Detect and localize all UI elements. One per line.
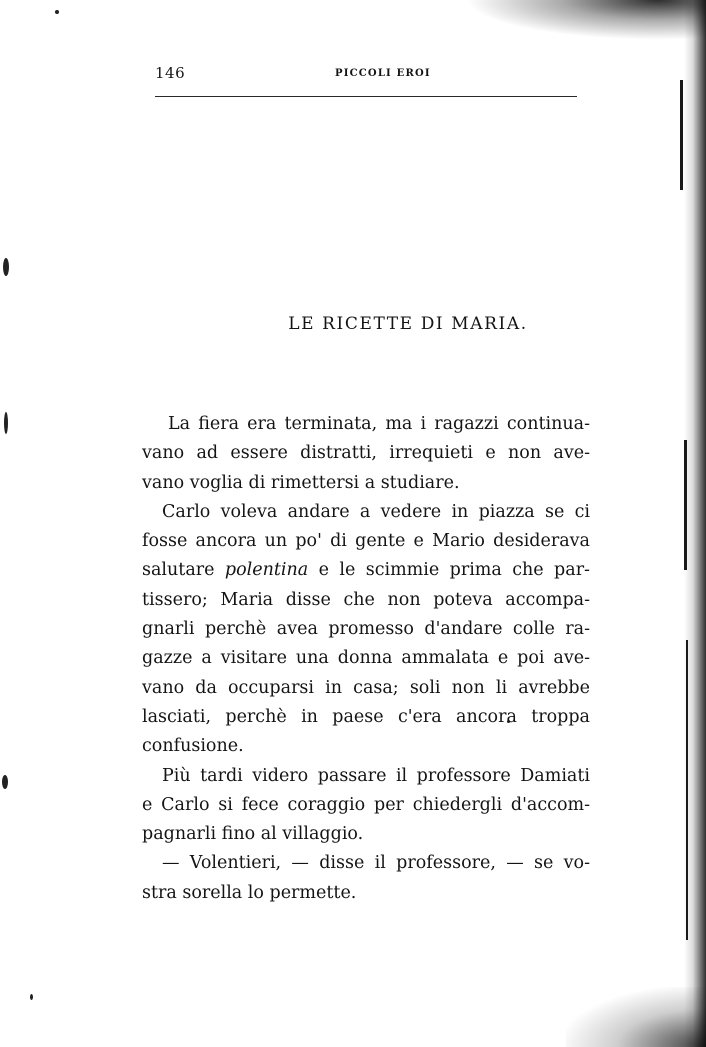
text-line: — Volentieri, — disse il professore, — se vo-	[162, 853, 590, 874]
text-line	[142, 556, 590, 585]
header-rule	[155, 96, 577, 97]
text-line: fosse ancora un po' di gente e Mario desiderava	[142, 531, 590, 552]
text-line: vano da occuparsi in casa; soli non li avrebbe	[142, 677, 590, 698]
page-number: 146	[155, 64, 186, 82]
scan-speck	[2, 775, 8, 789]
text-line: gazze a visitare una donna ammalata e poi ave-	[142, 648, 590, 669]
italic-name: polentina	[224, 560, 309, 581]
text-line: stra sorella lo permette.	[142, 882, 357, 903]
text-line: confusione.	[142, 736, 244, 757]
text-line: gnarli perchè avea promesso d'andare colle ra-	[142, 619, 590, 640]
scan-corner-shadow-top	[466, 0, 706, 40]
chapter-title: LE RICETTE DI MARIA.	[288, 314, 528, 334]
scan-speck	[55, 10, 59, 14]
text-line: tissero; Maria disse che non poteva accompa-	[142, 589, 590, 610]
running-title: PICCOLI EROI	[335, 68, 431, 79]
scan-artifact-line	[684, 440, 687, 570]
text-line: lasciati, perchè in paese c'era ancora troppa	[142, 706, 590, 727]
scan-corner-shadow-bottom	[566, 987, 706, 1047]
text-fragment: e le scimmie prima che par-	[318, 560, 590, 581]
text-line: vano voglia di rimettersi a studiare.	[142, 472, 460, 493]
text-line: Più tardi videro passare il professore Damiati	[162, 765, 590, 786]
scan-speck	[3, 258, 9, 276]
scan-artifact-line	[680, 80, 683, 190]
scan-artifact-line	[686, 640, 688, 940]
text-line: pagnarli fino al villaggio.	[142, 824, 364, 845]
text-line: Carlo voleva andare a vedere in piazza se ci	[162, 501, 590, 522]
text-line: La fiera era terminata, ma i ragazzi continua-	[168, 414, 590, 434]
scan-speck	[4, 412, 8, 434]
text-line: vano ad essere distratti, irrequieti e non ave-	[142, 443, 590, 464]
text-line: e Carlo si fece coraggio per chiedergli d'accom-	[142, 794, 590, 815]
page-header	[155, 64, 580, 86]
text-fragment: salutare	[142, 560, 215, 581]
scan-speck	[30, 994, 33, 1000]
body-text	[142, 410, 590, 908]
